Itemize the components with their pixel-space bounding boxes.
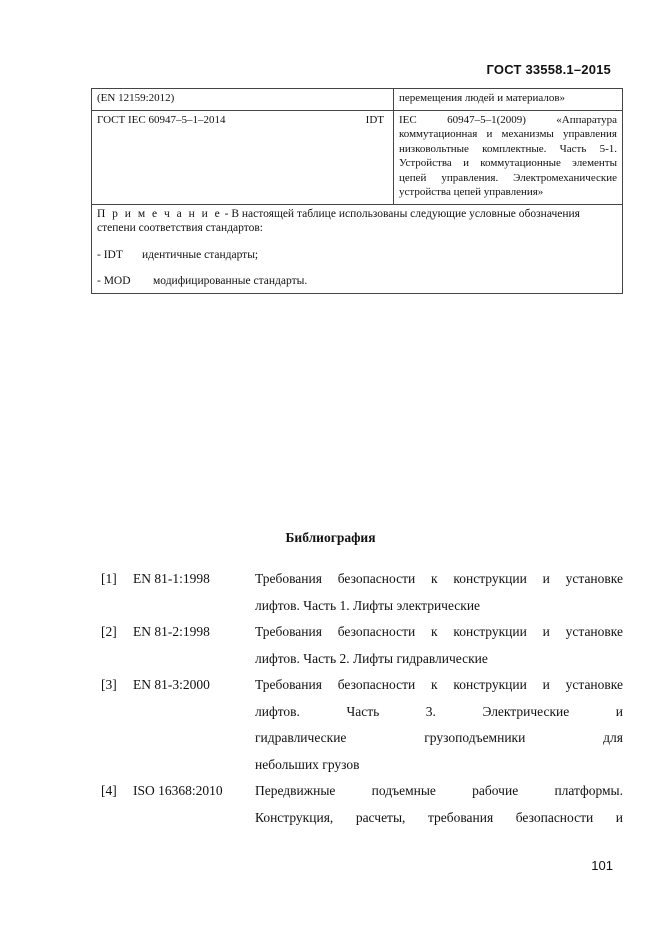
bibliography-list [101, 566, 623, 831]
entry-title-line: Требования безопасности к конструкции и установке [255, 677, 623, 692]
bibliography-title: Библиография [285, 530, 376, 545]
bibliography-entry [101, 619, 623, 672]
note-desc: модифицированные стандарты. [153, 275, 308, 287]
entry-title-line: лифтов. Часть 1. Лифты электрические [255, 597, 481, 613]
note-item [97, 274, 617, 289]
entry-code: EN 81-2:1998 [133, 624, 210, 639]
entry-number: [2] [101, 624, 117, 639]
entry-title-line: лифтов. Часть 2. Лифты гидравлические [255, 650, 488, 666]
table-note [92, 204, 623, 293]
entry-title-line: Передвижные подъемные рабочие платформы. [255, 783, 623, 798]
entry-code: EN 81-1:1998 [133, 571, 210, 586]
entry-number: [3] [101, 677, 117, 692]
entry-title-line: Конструкция, расчеты, требования безопасности и [255, 809, 623, 825]
bibliography-entry [101, 566, 623, 619]
table-cell-national-standard [92, 110, 394, 204]
international-standard-text: IEC 60947–5–1(2009) «Аппаратура коммутационная и механизмы управления низковольтные комплектные. Часть 5-1. Устройства и коммутационные элементы цепей управления. Электромеханические устройства цепей управления» [399, 113, 617, 198]
entry-title-line: лифтов. Часть 3. Электрические и [255, 703, 623, 719]
entry-title-line: Требования безопасности к конструкции и установке [255, 624, 623, 639]
entry-title [255, 778, 623, 831]
entry-number: [1] [101, 571, 117, 586]
note-heading: П р и м е ч а н и е [97, 207, 222, 220]
note-text: - В настоящей таблице использованы следующие условные обозначения степени соответствия стандартов: [97, 207, 580, 234]
table-note-row [92, 204, 623, 293]
entry-title-line: гидравлические грузоподъемники для [255, 730, 623, 745]
table-row [92, 110, 623, 204]
conformity-degree: IDT [365, 113, 384, 126]
note-desc: идентичные стандарты; [142, 248, 259, 261]
document-code: ГОСТ 33558.1–2015 [486, 62, 611, 77]
page-number: 101 [591, 858, 613, 873]
entry-title [255, 566, 623, 619]
note-intro [97, 207, 617, 236]
entry-title-line: небольших грузов [255, 756, 360, 772]
national-standard-text: (EN 12159:2012) [97, 92, 175, 104]
table-cell-international-standard [394, 89, 623, 111]
table-cell-national-standard [92, 89, 394, 111]
standards-table [91, 88, 623, 294]
entry-number: [4] [101, 783, 117, 798]
note-abbr: - MOD [97, 275, 131, 287]
table-cell-international-standard [394, 110, 623, 204]
entry-title [255, 619, 623, 672]
entry-title [255, 672, 623, 778]
table-row [92, 89, 623, 111]
entry-code: EN 81-3:2000 [133, 677, 210, 692]
national-standard-text: ГОСТ IEC 60947–5–1–2014 [97, 113, 226, 126]
entry-title-line: Требования безопасности к конструкции и установке [255, 571, 623, 586]
international-standard-text: перемещения людей и материалов» [399, 92, 566, 104]
bibliography-entry [101, 672, 623, 778]
note-item [97, 248, 617, 263]
entry-code: ISO 16368:2010 [133, 783, 223, 798]
note-abbr: - IDT [97, 248, 123, 261]
bibliography-entry [101, 778, 623, 831]
